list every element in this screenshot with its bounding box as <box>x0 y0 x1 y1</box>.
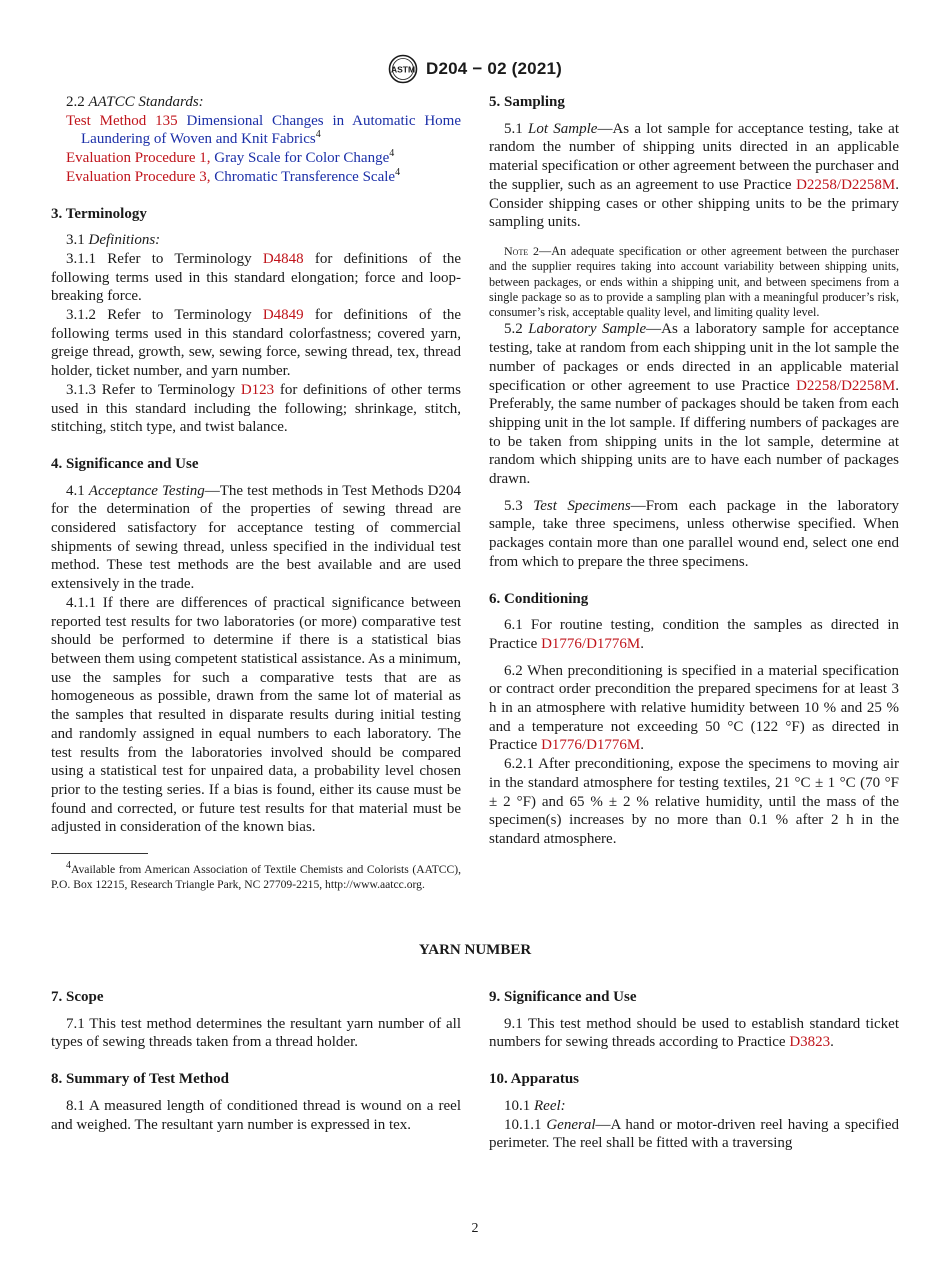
reference-test-method-135: Test Method 135 Dimensional Changes in Automatic Home Laundering of Woven and Knit Fabrics$^4$ <box>66 112 461 148</box>
footnote-rule <box>51 853 148 854</box>
reference-evaluation-procedure-1: Evaluation Procedure 1, Gray Scale for Color Change$^4$ <box>66 148 395 167</box>
paragraph-7-1: 7.1 This test method determines the resultant yarn number of all types of sewing threads taken from a thread holder. <box>51 1015 461 1051</box>
reference-evaluation-procedure-3: Evaluation Procedure 3, Chromatic Transference Scale$^4$ <box>66 166 401 185</box>
paragraph-6-2-1: 6.2.1 After preconditioning, expose the specimens to moving air in the standard atmosphere for testing textiles, 21 °C ± 1 °C (70 °F ± 2 °F) and 65 % ± 2 % relative humidity, until the mass of the specimen(s) increases by no more than 0.1 % after 2 h in the standard atmosphere. <box>489 756 899 847</box>
link-d4849[interactable]: D4849 <box>262 307 304 324</box>
link-dimensional-changes[interactable]: Dimensional Changes in Automatic Home Laundering of Woven and Knit Fabrics <box>81 112 461 148</box>
paragraph-2-2: 2.2 AATCC Standards: <box>66 94 204 110</box>
paragraph-4-1: 4.1 Acceptance Testing—The test methods in Test Methods D204 for the determination of the properties of sewing thread are considered satisfactory for acceptance testing of commercial shipments of sewing thread, unless specified in the individual test method. These test methods are the best available and are used extensively in the trade. <box>51 482 461 593</box>
paragraph-5-3: 5.3 Test Specimens—From each package in the laboratory sample, take three specimens, unless otherwise specified. When packages contain more than one parallel wound end, select one end from which to prepare the three specimens. <box>489 497 899 570</box>
paragraph-3-1-3: 3.1.3 Refer to Terminology D123 for definitions of other terms used in this standard including the following; shrinkage, stitch, stitching, stitch type, and twist balance. <box>51 381 461 436</box>
paragraph-9-1: 9.1 This test method should be used to establish standard ticket numbers for sewing threads according to Practice D3823. <box>489 1015 899 1051</box>
left-column-bottom <box>51 988 461 1134</box>
paragraph-3-1: 3.1 Definitions: <box>66 232 161 249</box>
heading-conditioning: 6. Conditioning <box>489 590 589 607</box>
paragraph-6-2: 6.2 When preconditioning is specified in a material specification or contract order precondition the prepared specimens for at least 3 h in an atmosphere with relative humidity between 10 % and 25 % and a temperature not exceeding 50 °C (122 °F) as directed in Practice D1776/D1776M. <box>489 662 899 754</box>
paragraph-3-1-2: 3.1.2 Refer to Terminology D4849 for definitions of the following terms used in this standard colorfastness; covered yarn, greige thread, growth, sew, sewing force, sewing thread, tex, thread holder, ticket number, and yarn number. <box>51 307 461 380</box>
link-evaluation-procedure-1[interactable]: Evaluation Procedure 1, <box>66 150 211 167</box>
heading-summary-of-test-method: 8. Summary of Test Method <box>51 1071 229 1088</box>
link-d1776-preconditioning[interactable]: D1776/D1776M <box>541 737 641 754</box>
heading-significance-and-use-yarn: 9. Significance and Use <box>489 989 637 1005</box>
yarn-number-title: YARN NUMBER <box>418 942 532 958</box>
link-test-method-135[interactable]: Test Method 135 <box>66 112 178 129</box>
link-chromatic-transference[interactable]: Chromatic Transference Scale <box>214 168 396 185</box>
heading-terminology: 3. Terminology <box>51 205 147 222</box>
right-column-top <box>489 93 899 849</box>
link-d3823[interactable]: D3823 <box>789 1034 831 1051</box>
astm-logo <box>388 54 418 84</box>
paragraph-8-1: 8.1 A measured length of conditioned thread is wound on a reel and weighed. The resultant yarn number is expressed in tex. <box>51 1097 461 1133</box>
note-2: Note 2—An adequate specification or other agreement between the purchaser and the supplier requires taking into account variability between shipping units, between packages, or ends within a shipping unit, and between specimens from a single package so as to provide a sampling plan with a meaningful producer’s risk, consumer’s risk, acceptable quality level, and limiting quality level. <box>489 243 899 320</box>
footnote-4: $^4$Available from American Association of Textile Chemists and Colorists (AATCC), P.O. Box 12215, Research Triangle Park, NC 27709-2215, http://www.aatcc.org. <box>51 860 461 892</box>
paragraph-5-2: 5.2 Laboratory Sample—As a laboratory sample for acceptance testing, take at random from each shipping unit in the lot sample the number of packages or ends directed in an applicable material specification or other agreement to use Practice D2258/D2258M. Preferably, the same number of packages should be taken from each shipping unit in the lot sample. If differing numbers of packages are to be taken from shipping units in the lot sample, determine at random which shipping units are to have each number of packages drawn. <box>489 321 900 488</box>
paragraph-10-1-1: 10.1.1 General—A hand or motor-driven reel having a specified perimeter. The reel shall be fitted with a traversing <box>489 1116 899 1152</box>
astm-logo-text: ASTM <box>390 64 416 75</box>
paragraph-4-1-1: 4.1.1 If there are differences of practical significance between reported test results for two laboratories (or more) comparative test should be performed to determine if there is a statistical bias between them using competent statistical assistance. As a minimum, use the samples for such a comparative tests that are as homogeneous as possible, drawn from the same lot of material as the samples that resulted in disparate results during initial testing and randomly assigned in equal numbers to each laboratory. The test results from the laboratories involved should be compared using a statistical test for unpaired data, a probability level chosen prior to the testing series. If a bias is found, either its cause must be found and corrected, or future test results for that material must be adjusted in consideration of the known bias. <box>51 594 461 836</box>
paragraph-3-1-1: 3.1.1 Refer to Terminology D4848 for definitions of the following terms used in this standard elongation; force and loop-breaking force. <box>51 250 461 305</box>
link-d2258-laboratory[interactable]: D2258/D2258M <box>796 377 896 394</box>
right-column-bottom <box>489 988 899 1153</box>
paragraph-6-1: 6.1 For routine testing, condition the samples as directed in Practice D1776/D1776M. <box>489 617 899 652</box>
paragraph-10-1: 10.1 Reel: <box>504 1097 566 1114</box>
link-gray-scale[interactable]: Gray Scale for Color Change <box>214 150 390 167</box>
page-header <box>0 54 950 84</box>
left-column-top <box>51 93 461 892</box>
heading-sampling: 5. Sampling <box>489 94 565 110</box>
paragraph-5-1: 5.1 Lot Sample—As a lot sample for acceptance testing, take at random the number of shipping units directed in an applicable material specification or other agreement between the purchaser and the supplier, such as an agreement to use Practice D2258/D2258M. Consider shipping cases or other shipping units to be the primary sampling units. <box>489 120 900 231</box>
link-evaluation-procedure-3[interactable]: Evaluation Procedure 3, <box>66 168 211 185</box>
link-d4848[interactable]: D4848 <box>262 250 304 267</box>
heading-apparatus: 10. Apparatus <box>489 1071 580 1088</box>
page-number: 2 <box>471 1221 479 1236</box>
heading-significance-and-use: 4. Significance and Use <box>51 455 199 472</box>
link-d1776-routine[interactable]: D1776/D1776M <box>541 635 641 652</box>
link-d2258-lot[interactable]: D2258/D2258M <box>796 176 896 193</box>
heading-scope: 7. Scope <box>51 989 104 1005</box>
link-d123[interactable]: D123 <box>240 381 275 398</box>
document-id: D204 − 02 (2021) <box>426 59 562 78</box>
